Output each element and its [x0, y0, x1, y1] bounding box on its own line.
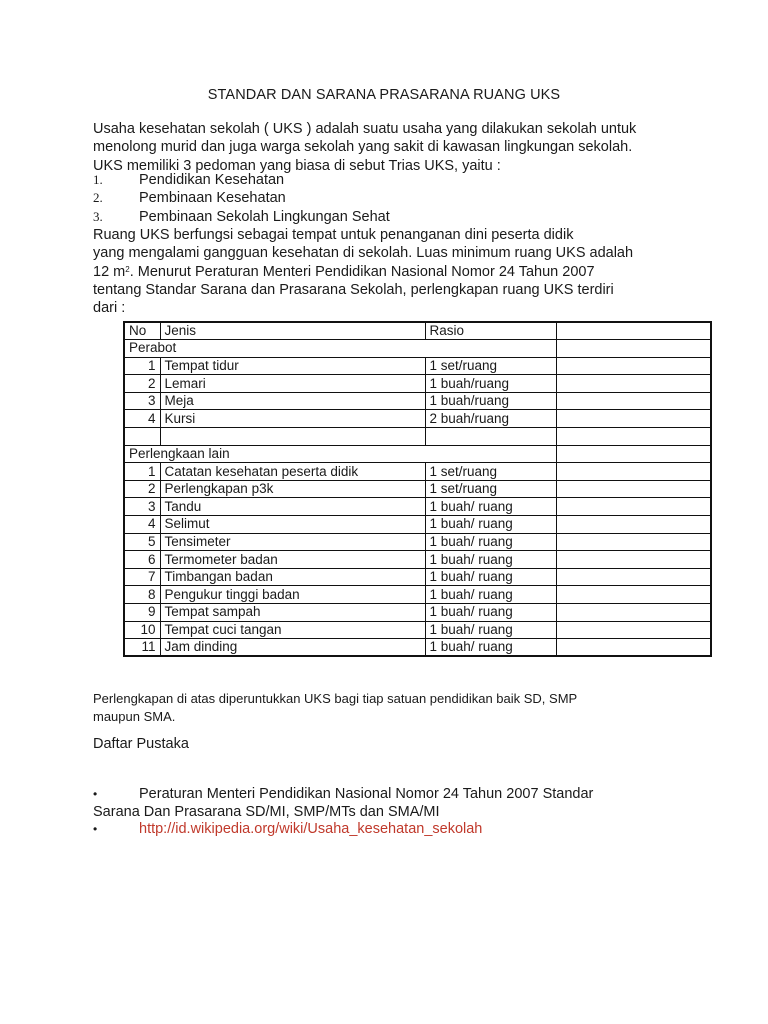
reference-text-cont: Sarana Dan Prasarana SD/MI, SMP/MTs dan SMA/MI: [93, 803, 440, 820]
table-row: [124, 463, 711, 481]
cell-extra: [556, 533, 711, 551]
cell-jenis: Meja: [160, 392, 425, 410]
trias-list: [93, 171, 390, 226]
cell-extra: [556, 375, 711, 393]
reference-list: [93, 786, 675, 839]
table-row: [124, 357, 711, 375]
header-jenis: Jenis: [160, 322, 425, 340]
intro-line: menolong murid dan juga warga sekolah yang sakit di kawasan lingkungan sekolah.: [93, 139, 633, 156]
cell-jenis: Timbangan badan: [160, 568, 425, 586]
bullet-icon: •: [93, 822, 98, 836]
cell-rasio: 1 set/ruang: [425, 357, 556, 375]
list-item: [93, 208, 390, 226]
list-label: Pembinaan Kesehatan: [139, 190, 286, 207]
cell-jenis: Selimut: [160, 516, 425, 534]
table-cell: [124, 428, 160, 446]
list-number: 1.: [93, 172, 103, 187]
table-row: [124, 568, 711, 586]
cell-jenis: Kursi: [160, 410, 425, 428]
cell-no: 7: [124, 568, 160, 586]
table-cell: [425, 428, 556, 446]
cell-jenis: Tempat sampah: [160, 604, 425, 622]
cell-extra: [556, 551, 711, 569]
fungsi-text: . Menurut Peraturan Menteri Pendidikan Nasional Nomor 24 Tahun 2007: [129, 263, 595, 280]
cell-extra: [556, 604, 711, 622]
cell-no: 9: [124, 604, 160, 622]
intro-line: Usaha kesehatan sekolah ( UKS ) adalah suatu usaha yang dilakukan sekolah untuk: [93, 121, 637, 137]
cell-rasio: 1 buah/ ruang: [425, 516, 556, 534]
cell-extra: [556, 621, 711, 639]
cell-rasio: 1 buah/ruang: [425, 392, 556, 410]
cell-rasio: 1 buah/ ruang: [425, 639, 556, 657]
cell-rasio: 1 buah/ ruang: [425, 551, 556, 569]
cell-extra: [556, 498, 711, 516]
cell-rasio: 1 buah/ ruang: [425, 604, 556, 622]
cell-extra: [556, 392, 711, 410]
intro-paragraph: [93, 120, 675, 175]
cell-rasio: 1 set/ruang: [425, 463, 556, 481]
header-extra: [556, 322, 711, 340]
section-row: [124, 340, 711, 358]
list-number: 2.: [93, 190, 103, 206]
list-item: [93, 189, 390, 207]
cell-rasio: 1 buah/ruang: [425, 375, 556, 393]
cell-no: 8: [124, 586, 160, 604]
table-row: [124, 516, 711, 534]
cell-jenis: Lemari: [160, 375, 425, 393]
table-row: [124, 498, 711, 516]
cell-jenis: Tempat cuci tangan: [160, 621, 425, 639]
table-row: [124, 392, 711, 410]
fungsi-line: Ruang UKS berfungsi sebagai tempat untuk penanganan dini peserta didik: [93, 227, 574, 243]
table-row: [124, 586, 711, 604]
fungsi-paragraph: [93, 226, 675, 317]
list-number: 3.: [93, 208, 103, 224]
cell-extra: [556, 516, 711, 534]
section-label: Perabot: [124, 340, 556, 358]
table-row: [124, 621, 711, 639]
table-row: [124, 533, 711, 551]
header-no: No: [124, 322, 160, 340]
section-label: Perlengkaan lain: [124, 445, 556, 463]
cell-rasio: 1 set/ruang: [425, 480, 556, 498]
cell-extra: [556, 568, 711, 586]
cell-extra: [556, 357, 711, 375]
table-cell: [556, 340, 711, 358]
area-exponent: 2: [125, 264, 130, 274]
cell-rasio: 1 buah/ ruang: [425, 568, 556, 586]
reference-item: [93, 821, 675, 839]
page-title: STANDAR DAN SARANA PRASARANA RUANG UKS: [207, 87, 561, 103]
cell-jenis: Perlengkapan p3k: [160, 480, 425, 498]
cell-rasio: 1 buah/ ruang: [425, 586, 556, 604]
table-cell: [160, 428, 425, 446]
cell-rasio: 1 buah/ ruang: [425, 498, 556, 516]
table-row: [124, 551, 711, 569]
cell-jenis: Jam dinding: [160, 639, 425, 657]
table-row: [124, 410, 711, 428]
cell-no: 5: [124, 533, 160, 551]
cell-no: 11: [124, 639, 160, 657]
wikipedia-link[interactable]: http://id.wikipedia.org/wiki/Usaha_kesehatan_sekolah: [139, 821, 483, 837]
table-row: [124, 639, 711, 657]
cell-jenis: Tandu: [160, 498, 425, 516]
reference-item: [93, 786, 675, 804]
list-label: Pembinaan Sekolah Lingkungan Sehat: [139, 208, 390, 225]
table-row: [124, 604, 711, 622]
table-row: [124, 375, 711, 393]
note-line: maupun SMA.: [93, 708, 176, 724]
cell-extra: [556, 463, 711, 481]
table-header-row: [124, 322, 711, 340]
cell-no: 1: [124, 357, 160, 375]
cell-jenis: Termometer badan: [160, 551, 425, 569]
header-rasio: Rasio: [425, 322, 556, 340]
cell-extra: [556, 586, 711, 604]
table-row: [124, 480, 711, 498]
cell-no: 3: [124, 498, 160, 516]
area-value: 12 m: [93, 263, 126, 280]
cell-extra: [556, 410, 711, 428]
cell-no: 6: [124, 551, 160, 569]
intro-line: UKS memiliki 3 pedoman yang biasa di sebut Trias UKS, yaitu :: [93, 157, 501, 174]
cell-extra: [556, 639, 711, 657]
cell-no: 10: [124, 621, 160, 639]
daftar-pustaka-heading: Daftar Pustaka: [93, 736, 189, 752]
cell-jenis: Tempat tidur: [160, 357, 425, 375]
fungsi-line: tentang Standar Sarana dan Prasarana Sekolah, perlengkapan ruang UKS terdiri: [93, 281, 614, 298]
fungsi-line: yang mengalami gangguan kesehatan di sekolah. Luas minimum ruang UKS adalah: [93, 245, 634, 262]
cell-no: 1: [124, 463, 160, 481]
note-paragraph: [93, 690, 675, 725]
reference-text: Peraturan Menteri Pendidikan Nasional Nomor 24 Tahun 2007 Standar: [139, 786, 594, 802]
table-cell: [556, 428, 711, 446]
bullet-icon: •: [93, 787, 98, 801]
cell-jenis: Pengukur tinggi badan: [160, 586, 425, 604]
fungsi-line: dari :: [93, 300, 126, 317]
cell-jenis: Tensimeter: [160, 533, 425, 551]
cell-rasio: 2 buah/ruang: [425, 410, 556, 428]
note-line: Perlengkapan di atas diperuntukkan UKS bagi tiap satuan pendidikan baik SD, SMP: [93, 691, 578, 706]
table-cell: [556, 445, 711, 463]
cell-rasio: 1 buah/ ruang: [425, 533, 556, 551]
empty-row: [124, 428, 711, 446]
cell-no: 3: [124, 392, 160, 410]
cell-no: 4: [124, 410, 160, 428]
list-label: Pendidikan Kesehatan: [139, 172, 285, 188]
cell-extra: [556, 480, 711, 498]
cell-no: 2: [124, 375, 160, 393]
fungsi-line: [93, 263, 675, 281]
cell-no: 2: [124, 480, 160, 498]
cell-jenis: Catatan kesehatan peserta didik: [160, 463, 425, 481]
equipment-table: [123, 321, 712, 657]
cell-no: 4: [124, 516, 160, 534]
cell-rasio: 1 buah/ ruang: [425, 621, 556, 639]
list-item: [93, 171, 390, 189]
section-row: [124, 445, 711, 463]
